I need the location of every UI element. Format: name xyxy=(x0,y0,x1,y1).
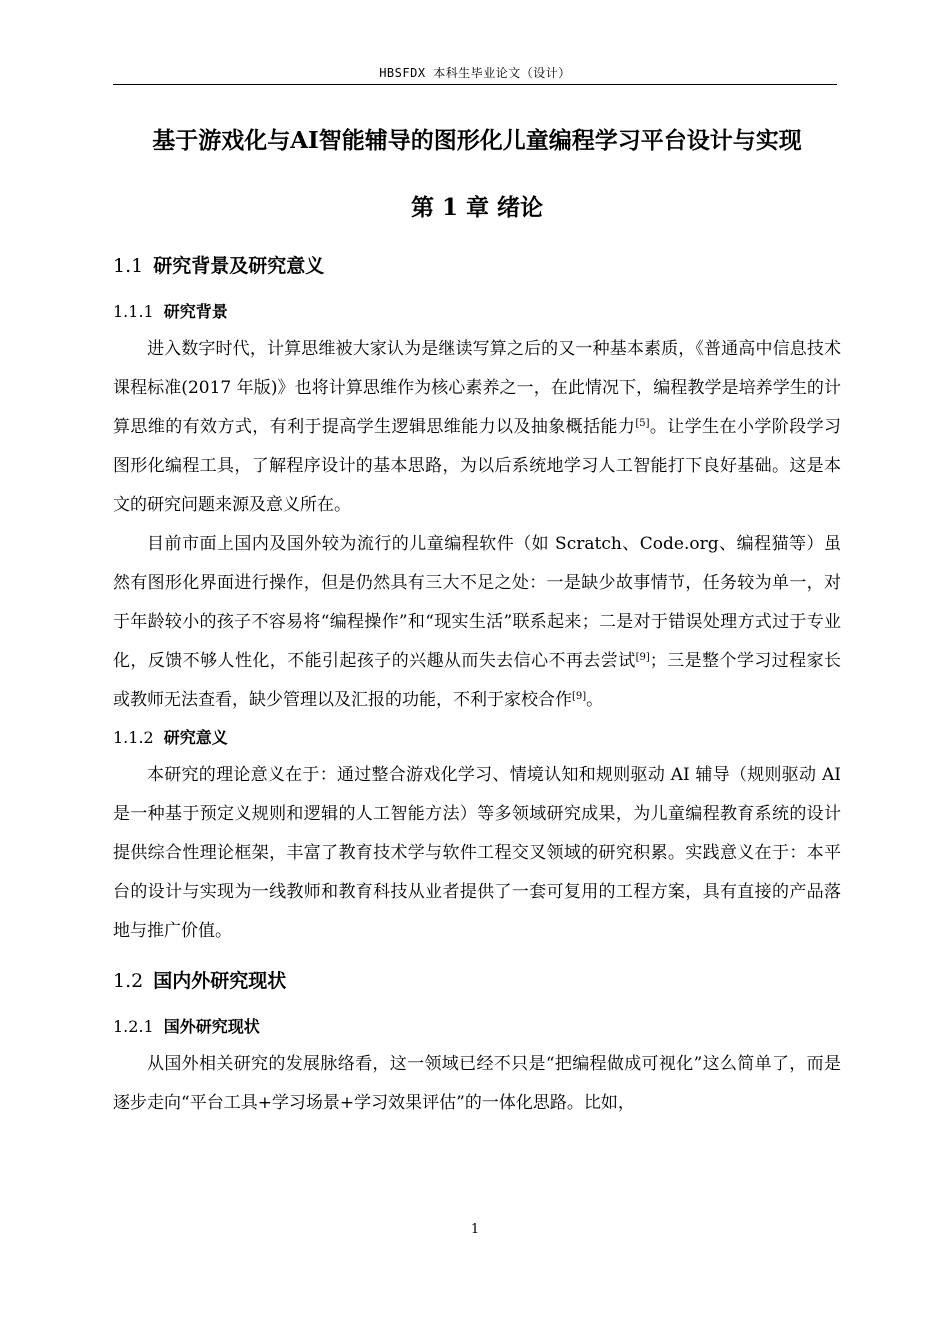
citation-ref: [5] xyxy=(635,418,650,429)
subsection-number: 1.2.1 xyxy=(113,1017,154,1036)
subsection-title: 研究意义 xyxy=(163,728,228,747)
paragraph-significance: 本研究的理论意义在于：通过整合游戏化学习、情境认知和规则驱动 AI 辅导（规则驱动 AI 是一种基于预定义规则和逻辑的人工智能方法）等多领域研究成果，为儿童编程教育系统的设计提供综合性理论框架，丰富了教育技术学与软件工程交叉领域的研究积累。实践意义在于：本平台的设计与实现为一线教师和教育科技从业者提供了一套可复用的工程方案，具有直接的产品落地与推广价值。 xyxy=(113,765,841,941)
paragraph-text: 。 xyxy=(586,690,604,710)
subsection-title: 国外研究现状 xyxy=(163,1017,260,1036)
subsection-title: 研究背景 xyxy=(163,302,228,321)
paragraph-foreign-research: 从国外相关研究的发展脉络看，这一领域已经不只是“把编程做成可视化”这么简单了，而是逐步走向“平台工具+学习场景+学习效果评估”的一体化思路。比如， xyxy=(113,1054,841,1113)
paragraph-background-2 xyxy=(113,525,841,720)
paragraph-text: 。让学生在小学阶段学习图形化编程工具，了解程序设计的基本思路，为以后系统地学习人工智能打下良好基础。这是本文的研究问题来源及意义所在。 xyxy=(113,417,841,515)
subsection-heading-1-1-1 xyxy=(113,294,841,330)
subsection-heading-1-1-2 xyxy=(113,720,841,756)
paper-title: 基于游戏化与AI智能辅导的图形化儿童编程学习平台设计与实现 xyxy=(152,127,802,154)
paragraph-text: 目前市面上国内及国外较为流行的儿童编程软件（如 Scratch、Code.org、编程猫等）虽然有图形化界面进行操作，但是仍然具有三大不足之处：一是缺少故事情节，任务较为单一，对于年龄较小的孩子不容易将“编程操作”和“现实生活”联系起来；二是对于错误处理方式过于专业化，反馈不够人性化，不能引起孩子的兴趣从而失去信心不再去尝试 xyxy=(113,534,841,671)
section-title: 研究背景及研究意义 xyxy=(153,255,325,277)
section-heading-1-2 xyxy=(113,963,841,999)
header-rule xyxy=(113,84,837,85)
citation-ref: [9] xyxy=(635,652,650,663)
section-heading-1-1 xyxy=(113,248,841,284)
paragraph-background-1 xyxy=(113,330,841,525)
section-number: 1.2 xyxy=(113,970,144,992)
page-number: 1 xyxy=(470,1222,480,1237)
subsection-number: 1.1.1 xyxy=(113,302,154,321)
subsection-number: 1.1.2 xyxy=(113,728,154,747)
paragraph-text: 进入数字时代，计算思维被大家认为是继读写算之后的又一种基本素质，《普通高中信息技术课程标准(2017 年版)》也将计算思维作为核心素养之一，在此情况下，编程教学是培养学生的计算思维的有效方式，有利于提高学生逻辑思维能力以及抽象概括能力 xyxy=(113,339,841,437)
body-content xyxy=(113,118,841,1123)
subsection-heading-1-2-1 xyxy=(113,1009,841,1045)
citation-ref: [9] xyxy=(572,691,587,702)
section-number: 1.1 xyxy=(113,255,144,277)
running-header: HBSFDX 本科生毕业论文（设计） xyxy=(379,66,571,80)
paragraph-text: ；三是整个学习过程家长或教师无法查看，缺少管理以及汇报的功能，不利于家校合作 xyxy=(113,651,842,710)
chapter-heading: 第 1 章 绪论 xyxy=(410,194,544,221)
section-title: 国内外研究现状 xyxy=(153,970,287,992)
